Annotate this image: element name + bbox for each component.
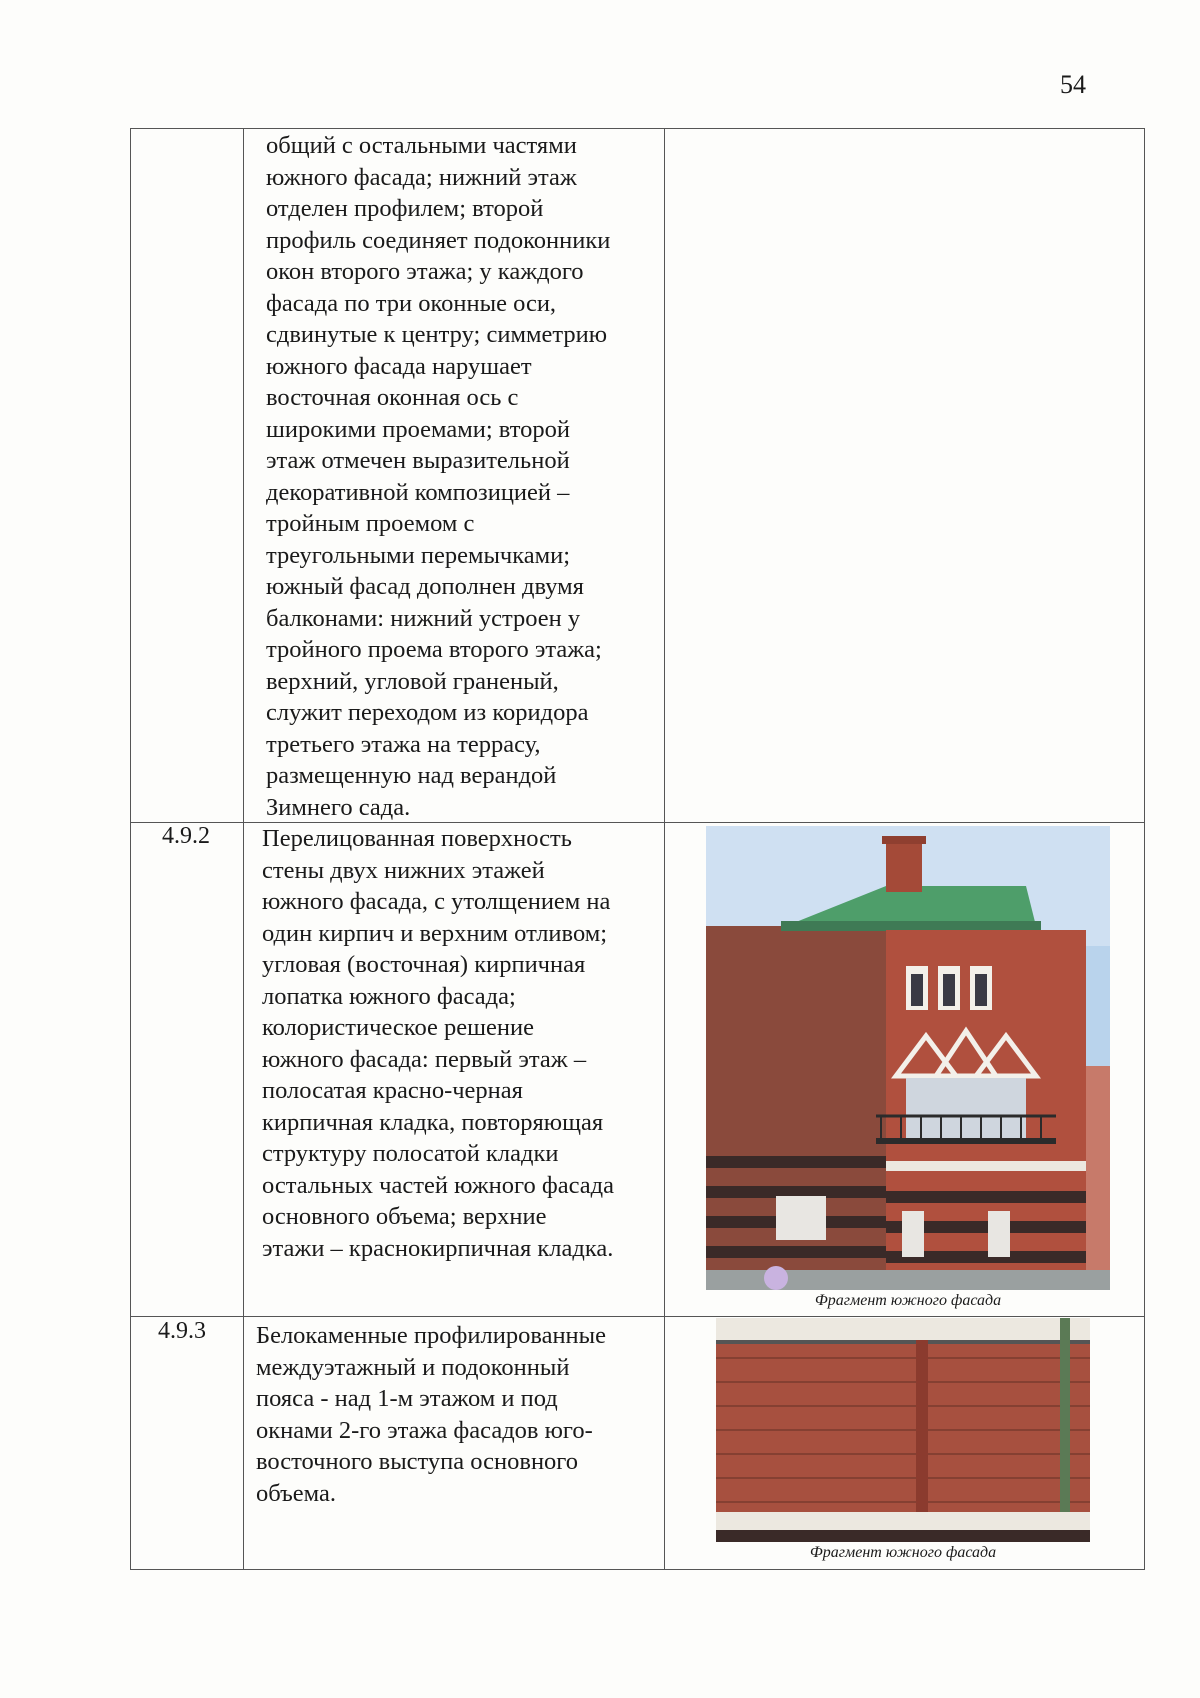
table-border-col2 — [664, 128, 665, 1570]
facade-belt-photo — [716, 1318, 1090, 1542]
row-number: 4.9.2 — [162, 823, 210, 849]
table-border-left — [130, 128, 131, 1570]
row-divider-2 — [130, 1316, 1145, 1317]
row-description: Белокаменные профилированные междуэтажный и подоконный пояса - над 1-м этажом и под окнами 2-го этажа фасадов юго- восточного выступа основного объема. — [256, 1322, 606, 1507]
photo-caption: Фрагмент южного фасада — [814, 1292, 1002, 1309]
row-description: общий с остальными частями южного фасада; нижний этаж отделен профилем; второй профиль соединяет подоконники окон второго этажа; у каждого фасада по три оконные оси, сдвинутые к центру; симметрию южного фасада нарушает восточная оконная ось с широкими проемами; второй этаж отмечен выразительной декоративной композицией – тройным проемом с треугольными перемычками; южный фасад дополнен двумя балконами: нижний устроен у тройного проема второго этажа; верхний, угловой граненый, служит переходом из коридора третьего этажа на террасу, размещенную над верандой Зимнего сада. — [266, 132, 611, 821]
south-facade-photo — [706, 826, 1110, 1290]
page-number: 54 — [1060, 70, 1086, 99]
photo-caption: Фрагмент южного фасада — [809, 1544, 997, 1561]
table-border-col1 — [243, 128, 244, 1570]
table-border-right — [1144, 128, 1145, 1570]
table-border-top — [130, 128, 1145, 129]
row-description: Перелицованная поверхность стены двух нижних этажей южного фасада, с утолщением на один кирпич и верхним отливом; угловая (восточная) кирпичная лопатка южного фасада; колористическое решение южного фасада: первый этаж – полосатая красно-черная кирпичная кладка, повторяющая структуру полосатой кладки остальных частей южного фасада основного объема; верхние этажи – краснокирпичная кладка. — [262, 825, 614, 1262]
row-number: 4.9.3 — [158, 1318, 206, 1344]
table-border-bottom — [130, 1569, 1145, 1570]
